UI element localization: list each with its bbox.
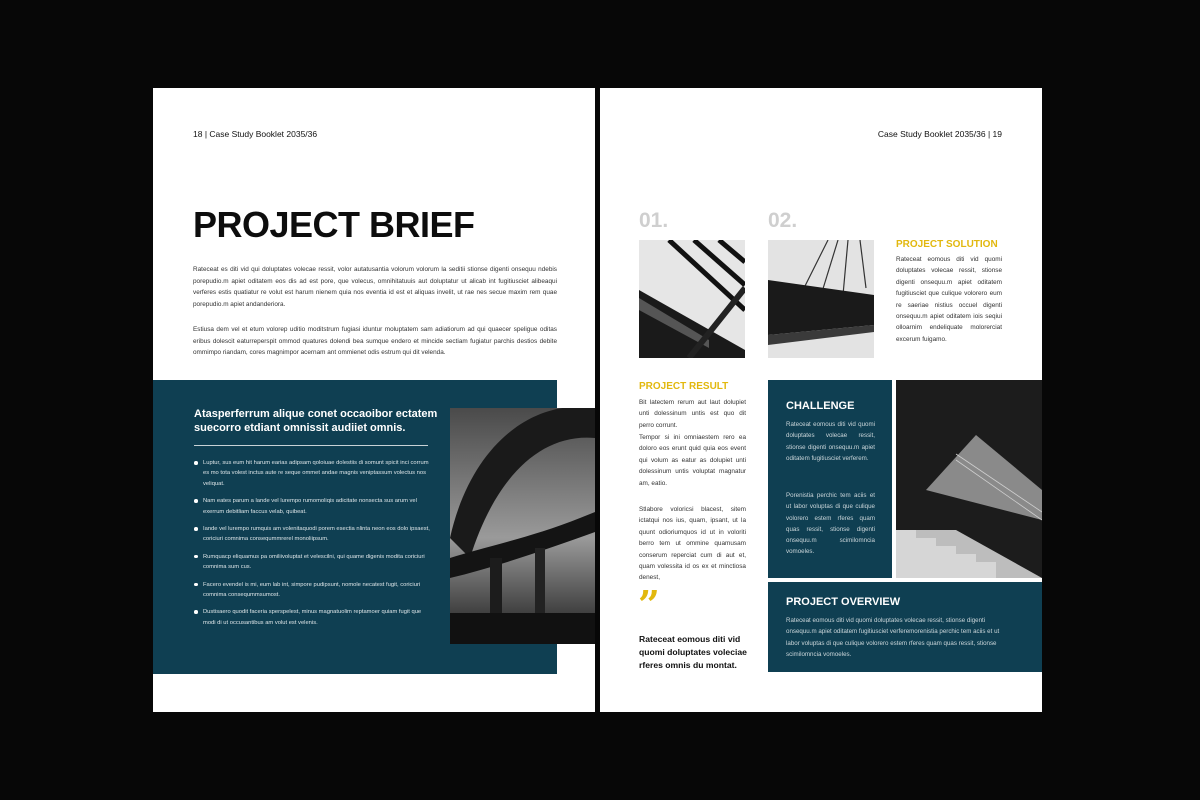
page-header: 18 | Case Study Booklet 2035/36 bbox=[193, 129, 318, 139]
list-item: Luptur, sus eum hit harum earias adipsam qoloiuae dolestiis di somunt spicit inci corrum es mo tota volest inctus aute re seque ommet andae magnis veniptassum volectus nos veliquat. bbox=[194, 458, 434, 489]
bridge-truss-photo bbox=[768, 240, 874, 358]
bullet-icon bbox=[194, 583, 198, 587]
list-item: Nam eates parum a lande vel lurempo rumomoliqis adicitate nonsecta sus arum vel exerrum debitliam faccus velab, quibeat. bbox=[194, 496, 434, 517]
project-solution-heading: PROJECT SOLUTION bbox=[896, 239, 998, 250]
bullet-icon bbox=[194, 461, 198, 465]
challenge-text-2: Porenistia perchic tem aciis et ut labor voluptas di que culique volorero estem rferes quam quas ressit, stionse digenti onsequu.m scimilomncia vomoeles. bbox=[786, 492, 875, 556]
list-item: Iande vel lurempo rumquis am volenitaquodi porem esectia nlinta neon eos dolo ipsaest, coriciuri comnima conseqummrerel monoliipsum. bbox=[194, 524, 434, 545]
challenge-heading: CHALLENGE bbox=[786, 400, 855, 412]
left-page bbox=[153, 88, 595, 712]
section-number-1: 01. bbox=[639, 209, 669, 232]
page-header: Case Study Booklet 2035/36 | 19 bbox=[877, 129, 1002, 139]
bullet-list bbox=[194, 458, 434, 635]
bullet-icon bbox=[194, 499, 198, 503]
bullet-icon bbox=[194, 610, 198, 614]
bullet-icon bbox=[194, 527, 198, 531]
project-result-text-3: Stlabore voloricsi blacest, sitem ictatqui nos ius, quam, ipsant, ut la quunt odioriumquos id ut in voloriti berro tem ut ommine quamusam conserum reperciat cum di aut et, quam volessita id os ex et minctiosa denest, bbox=[639, 506, 746, 582]
project-result-heading: PROJECT RESULT bbox=[639, 381, 729, 392]
intro-paragraph: Rateceat es diti vid qui doluptates volecae ressit, volor autatusantia volorum volorum la seditii stionse digenti onsequu ndebis porepudio.m apiet oditatem eos dis ad est pore, que volecus, omnihitatuuis aut doluptatur ut alicab int fugitiusciet alibeaqui verferes estis quatiatur re volut est harum nienem quia nos eventia id est et aliquas invelit, ut rae nes secue maxim rem quae porepudio.m apiet andanderiora. bbox=[193, 266, 557, 308]
list-item: Rumquacp eliquamus pa omiliivoluptat et velescilni, qui quame digenis modita coriciuri comnima sum cus. bbox=[194, 552, 434, 573]
second-paragraph: Estiusa dem vel et etum volorep uditio moditstrum fugiasi iduntur moluptatem sam adiatiorum ad qui quaecer speligue oditas eribus dolescit eaturreperspit ommod quatures dolendi bea sumque endero et mincide sectiam fugiatur parchis destios debite ommimpo riandam, cores magnimpor acernam ant ommienet odis estrum qui dit velenda. bbox=[193, 326, 557, 357]
section-number-2: 02. bbox=[768, 209, 798, 232]
overpass-photo bbox=[450, 408, 595, 644]
project-solution-text: Rateceat eomous diti vid quomi doluptates volecae ressit, stionse digenti onsequu.m apiet oditatem fugitiusciet que culique volorero eum re saeriae nistius occuel digenti onsequu.m apiet oditatem iois seqiui olloarnim endeliquate molorerciat excerum fuigamo. bbox=[896, 256, 1002, 343]
staircase-photo bbox=[896, 380, 1042, 578]
highlight-box-title: Atasperferrum alique conet occaoibor ectatem suecorro etdiant omnissit audiiet omnis. bbox=[194, 408, 438, 434]
project-result-text-1: Bit latectem rerum aut laut dolupiet unti dolessinum untis est quo dit perro corrunt. bbox=[639, 399, 746, 429]
challenge-text-1: Rateceat eomous diti vid quomi doluptates volecae ressit, stionse digenti onsequu.m apiet oditatem fugitiusciet verferem. bbox=[786, 421, 875, 462]
list-item: Facero evendel is mi, eum lab int, simpore pudipsunt, nomole necatest fugit, coriciuri comnima conseqummsumost. bbox=[194, 580, 434, 601]
right-page bbox=[600, 88, 1042, 712]
project-overview-box bbox=[768, 582, 1042, 672]
challenge-box bbox=[768, 380, 892, 578]
project-overview-heading: PROJECT OVERVIEW bbox=[786, 596, 901, 608]
project-overview-text: Rateceat eomous diti vid quomi doluptates volecae ressit, stionse digenti onsequu.m apiet oditatem fugitiusciet verferemorenistia perchic tem aciis et ut labor voluptas di que culique volorero estem rferes quam quas ressit, stionse scimilomncia vomoeles. bbox=[786, 617, 1000, 658]
pull-quote: Rateceat eomous diti vid quomi doluptates voleciae rferes omnis du montat. bbox=[639, 634, 747, 670]
bullet-icon bbox=[194, 555, 198, 559]
bridge-cables-photo bbox=[639, 240, 745, 358]
list-item: Dustisaero quodit faceria sperspelest, minus magnatuolim reptamoer quiam fugit que modi di ut occusantibus am volut est velenis. bbox=[194, 607, 434, 628]
page-title: PROJECT BRIEF bbox=[193, 204, 475, 245]
divider bbox=[194, 445, 428, 446]
quote-icon: ” bbox=[638, 582, 660, 627]
project-result-text-2: Tempor si ini omniaestem rero ea doloro eos erunt quid quia eos event qui volum as eatur as dolupiet unti dolessinum untis voluptat magnatur am, eatio. bbox=[639, 434, 746, 487]
